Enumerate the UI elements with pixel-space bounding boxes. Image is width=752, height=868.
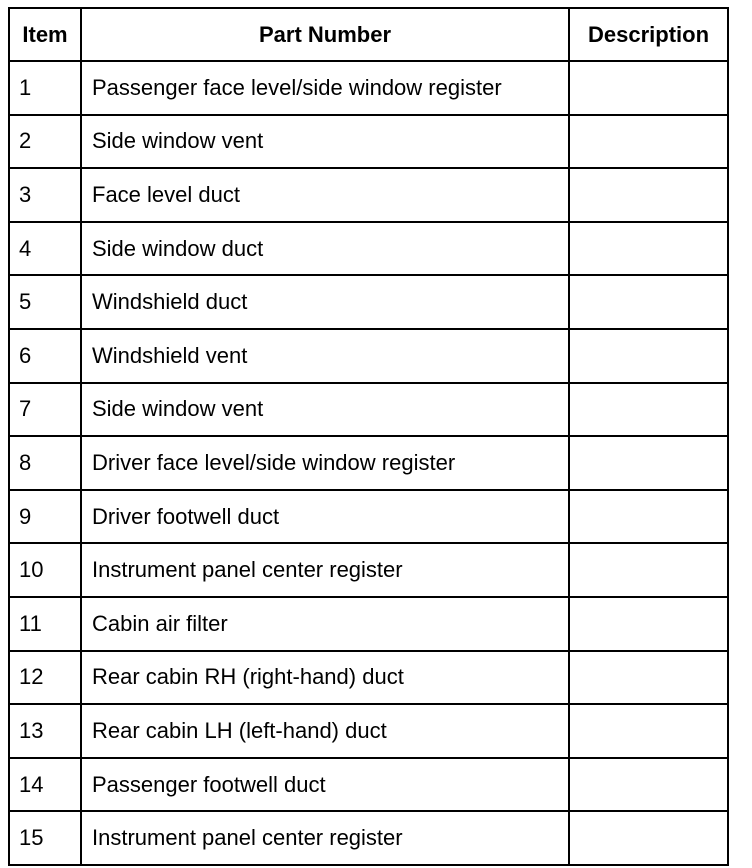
part-number-cell: Windshield vent	[81, 329, 569, 383]
part-number-cell: Side window duct	[81, 222, 569, 276]
parts-table	[8, 7, 729, 866]
description-cell	[569, 436, 728, 490]
item-number-cell: 15	[9, 811, 81, 865]
part-number-cell: Windshield duct	[81, 275, 569, 329]
table-row	[9, 61, 728, 115]
table-row	[9, 383, 728, 437]
description-cell	[569, 490, 728, 544]
item-number-cell: 5	[9, 275, 81, 329]
part-number-cell: Passenger face level/side window register	[81, 61, 569, 115]
description-cell	[569, 168, 728, 222]
item-number-cell: 8	[9, 436, 81, 490]
description-cell	[569, 222, 728, 276]
table-row	[9, 222, 728, 276]
table-row	[9, 651, 728, 705]
description-cell	[569, 543, 728, 597]
table-row	[9, 490, 728, 544]
description-cell	[569, 758, 728, 812]
part-number-column-header: Part Number	[81, 8, 569, 61]
part-number-cell: Passenger footwell duct	[81, 758, 569, 812]
item-number-cell: 6	[9, 329, 81, 383]
table-row	[9, 436, 728, 490]
description-cell	[569, 329, 728, 383]
item-number-cell: 2	[9, 115, 81, 169]
table-row	[9, 597, 728, 651]
item-number-cell: 12	[9, 651, 81, 705]
description-cell	[569, 275, 728, 329]
part-number-cell: Instrument panel center register	[81, 811, 569, 865]
description-cell	[569, 383, 728, 437]
table-row	[9, 275, 728, 329]
part-number-cell: Instrument panel center register	[81, 543, 569, 597]
item-number-cell: 14	[9, 758, 81, 812]
description-cell	[569, 597, 728, 651]
part-number-cell: Side window vent	[81, 115, 569, 169]
item-column-header: Item	[9, 8, 81, 61]
item-number-cell: 11	[9, 597, 81, 651]
description-cell	[569, 61, 728, 115]
item-number-cell: 7	[9, 383, 81, 437]
description-column-header: Description	[569, 8, 728, 61]
table-row	[9, 168, 728, 222]
part-number-cell: Side window vent	[81, 383, 569, 437]
part-number-cell: Rear cabin LH (left-hand) duct	[81, 704, 569, 758]
table-row	[9, 811, 728, 865]
part-number-cell: Driver face level/side window register	[81, 436, 569, 490]
description-cell	[569, 704, 728, 758]
table-row	[9, 329, 728, 383]
part-number-cell: Face level duct	[81, 168, 569, 222]
item-number-cell: 4	[9, 222, 81, 276]
description-cell	[569, 115, 728, 169]
table-row	[9, 704, 728, 758]
description-cell	[569, 651, 728, 705]
table-row	[9, 115, 728, 169]
part-number-cell: Cabin air filter	[81, 597, 569, 651]
description-cell	[569, 811, 728, 865]
item-number-cell: 9	[9, 490, 81, 544]
table-row	[9, 543, 728, 597]
part-number-cell: Driver footwell duct	[81, 490, 569, 544]
table-header-row	[9, 8, 728, 61]
part-number-cell: Rear cabin RH (right-hand) duct	[81, 651, 569, 705]
item-number-cell: 3	[9, 168, 81, 222]
item-number-cell: 10	[9, 543, 81, 597]
item-number-cell: 1	[9, 61, 81, 115]
item-number-cell: 13	[9, 704, 81, 758]
table-row	[9, 758, 728, 812]
